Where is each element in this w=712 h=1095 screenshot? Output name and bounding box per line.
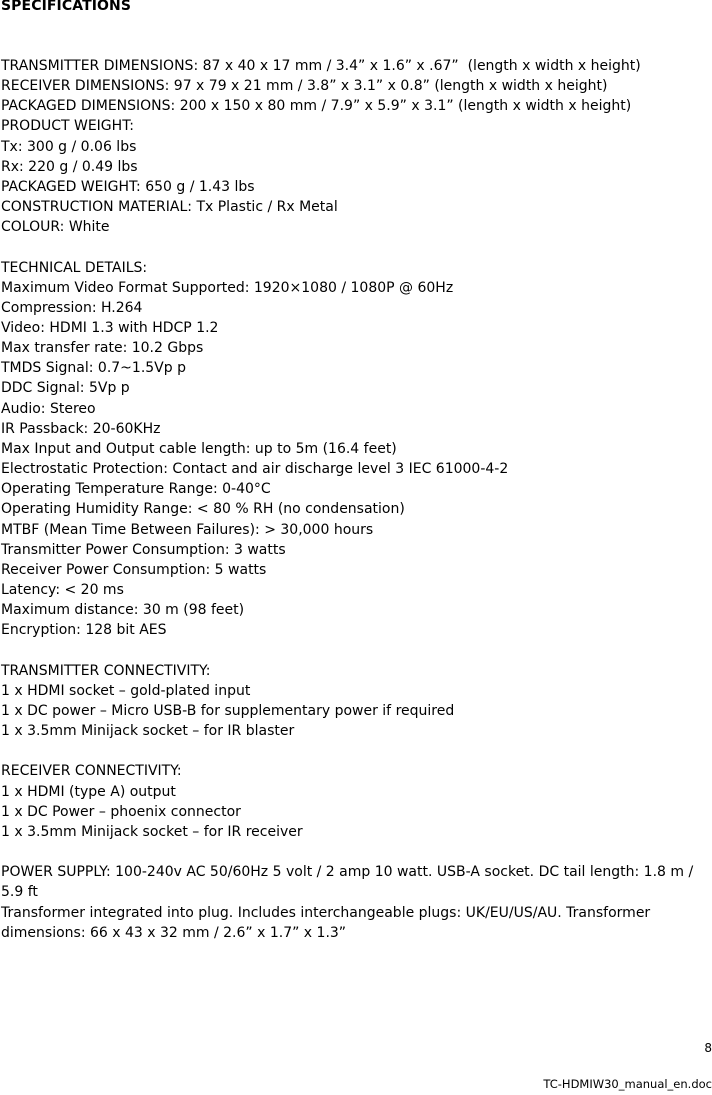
technical-detail-item: MTBF (Mean Time Between Failures): > 30,000 hours [1,521,374,538]
receiver-connectivity-section [1,761,706,842]
power-supply-paragraph: POWER SUPPLY: 100-240v AC 50/60Hz 5 volt / 2 amp 10 watt. USB-A socket. DC tail length: 1.8 m / 5.9 ft [1,864,694,901]
page-number: 8 [704,1041,712,1055]
page-heading: SPECIFICATIONS [1,0,132,14]
transmitter-dimensions: TRANSMITTER DIMENSIONS: 87 x 40 x 17 mm / 3.4” x 1.6” x .67” (length x width x height) [1,58,641,74]
rx-weight: Rx: 220 g / 0.49 lbs [1,158,138,175]
technical-detail-item: IR Passback: 20-60KHz [1,420,161,437]
technical-detail-item: Maximum distance: 30 m (98 feet) [1,602,245,619]
transformer-paragraph: Transformer integrated into plug. Includes interchangeable plugs: UK/EU/US/AU. Transformer dimensions: 66 x 43 x 32 mm / 2.6” x 1.7” x 1.3” [1,904,651,941]
section-gap [1,641,706,661]
technical-detail-item: Operating Temperature Range: 0-40°C [1,481,271,498]
footer-filename: TC-HDMIW30_manual_en.doc [543,1077,712,1091]
receiver-dimensions: RECEIVER DIMENSIONS: 97 x 79 x 21 mm / 3.8” x 3.1” x 0.8” (length x width x height) [1,78,608,95]
tx-weight: Tx: 300 g / 0.06 lbs [1,138,137,155]
receiver-connectivity-title: RECEIVER CONNECTIVITY: [1,763,182,780]
technical-detail-item: Electrostatic Protection: Contact and air discharge level 3 IEC 61000-4-2 [1,461,509,478]
technical-detail-item: Maximum Video Format Supported: 1920×1080 / 1080P @ 60Hz [1,279,454,296]
dimensions-section [1,56,706,237]
technical-detail-item: Receiver Power Consumption: 5 watts [1,561,267,578]
tx-connectivity-item: 1 x DC power – Micro USB-B for supplementary power if required [1,702,455,719]
colour: COLOUR: White [1,219,110,236]
technical-detail-item: Compression: H.264 [1,299,143,316]
product-weight-label: PRODUCT WEIGHT: [1,118,134,135]
rx-connectivity-item: 1 x DC Power – phoenix connector [1,803,241,820]
section-gap [1,842,706,862]
technical-detail-item: Max Input and Output cable length: up to 5m (16.4 feet) [1,440,397,457]
technical-detail-item: Operating Humidity Range: < 80 % RH (no condensation) [1,501,405,518]
packaged-dimensions: PACKAGED DIMENSIONS: 200 x 150 x 80 mm / 7.9” x 5.9” x 3.1” (length x width x height) [1,98,632,115]
tx-connectivity-item: 1 x HDMI socket – gold-plated input [1,682,251,699]
technical-detail-item: Encryption: 128 bit AES [1,622,167,639]
technical-detail-item: Transmitter Power Consumption: 3 watts [1,541,286,558]
technical-detail-item: Latency: < 20 ms [1,582,124,599]
tx-connectivity-item: 1 x 3.5mm Minijack socket – for IR blaster [1,723,295,740]
technical-detail-item: Audio: Stereo [1,400,96,417]
technical-detail-item: DDC Signal: 5Vp p [1,380,130,397]
packaged-weight: PACKAGED WEIGHT: 650 g / 1.43 lbs [1,178,255,195]
technical-details-list [1,278,706,641]
section-gap [1,237,706,257]
section-gap [1,741,706,761]
specifications-body [1,56,706,943]
technical-detail-item: Max transfer rate: 10.2 Gbps [1,340,204,357]
rx-connectivity-item: 1 x 3.5mm Minijack socket – for IR receiver [1,823,303,840]
transmitter-connectivity-section [1,661,706,742]
technical-detail-item: Video: HDMI 1.3 with HDCP 1.2 [1,320,219,337]
power-supply-section [1,862,706,943]
technical-details-title: TECHNICAL DETAILS: [1,259,148,276]
construction-material: CONSTRUCTION MATERIAL: Tx Plastic / Rx Metal [1,199,338,216]
technical-detail-item: TMDS Signal: 0.7~1.5Vp p [1,360,186,377]
rx-connectivity-item: 1 x HDMI (type A) output [1,783,176,800]
technical-details-section [1,258,706,641]
transmitter-connectivity-title: TRANSMITTER CONNECTIVITY: [1,662,211,679]
